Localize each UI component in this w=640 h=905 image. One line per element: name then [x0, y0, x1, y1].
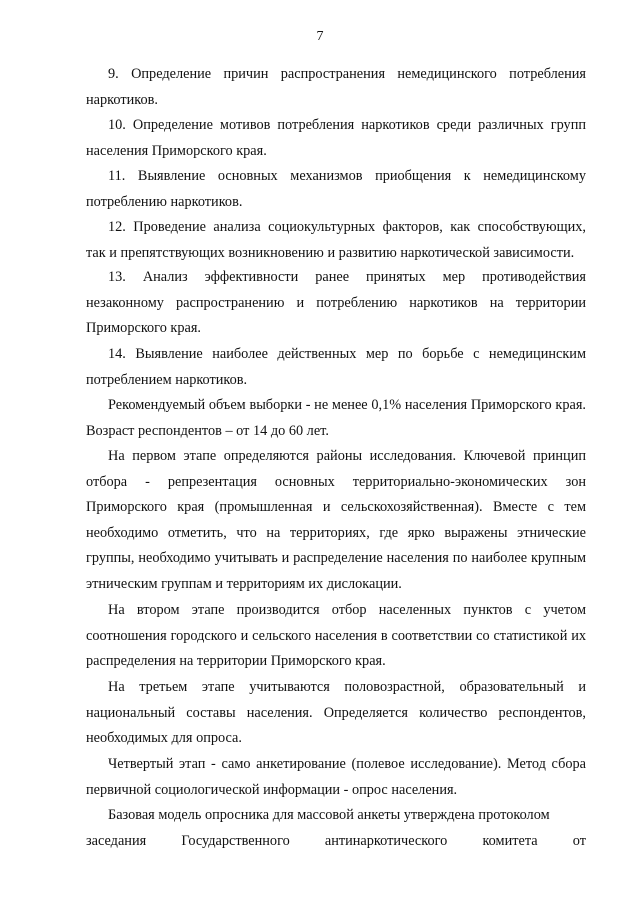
page-number: 7 — [316, 29, 324, 44]
paragraph-item-14: 14. Выявление наиболее действенных мер по борьбе с немедицинским потреблением наркотиков. — [86, 346, 586, 388]
paragraph-stage-two: На втором этапе производится отбор населенных пунктов с учетом соотношения городского и сельского населения в соответствии со статистикой их распределения на территории Приморского края. — [86, 602, 586, 670]
paragraph-base-model-continuation — [86, 829, 586, 855]
paragraph-item-13: 13. Анализ эффективности ранее принятых мер противодействия незаконному распространению и потреблению наркотиков на территории Приморского края. — [86, 269, 586, 337]
word: от — [572, 833, 586, 849]
paragraph-item-12: 12. Проведение анализа социокультурных факторов, как способствующих, так и препятствующих возникновению и развитию наркотической зависимости. — [86, 219, 586, 261]
word: антинаркотического — [324, 833, 448, 849]
paragraph-stage-one: На первом этапе определяются районы исследования. Ключевой принцип отбора - репрезентация основных территориально-экономических зон Приморского края (промышленная и сельскохозяйственная). Вместе с тем необходимо отметить, что на территориях, где ярко выражены этнические группы, необходимо учитывать и распределение населения по наиболее крупным этническим группам и территориям их дислокации. — [86, 448, 586, 592]
paragraph-item-9: 9. Определение причин распространения немедицинского потребления наркотиков. — [86, 66, 586, 108]
word: комитета — [482, 833, 538, 849]
paragraph-item-11: 11. Выявление основных механизмов приобщения к немедицинскому потреблению наркотиков. — [86, 168, 586, 210]
paragraph-stage-three: На третьем этапе учитываются половозрастной, образовательный и национальный составы населения. Определяется количество респондентов, необходимых для опроса. — [86, 679, 586, 747]
paragraph-item-10: 10. Определение мотивов потребления наркотиков среди различных групп населения Приморского края. — [86, 117, 586, 159]
paragraph-base-model: Базовая модель опросника для массовой анкеты утверждена протоколом — [108, 807, 550, 823]
word: Государственного — [181, 833, 290, 849]
word: заседания — [86, 833, 147, 849]
paragraph-sample-size: Рекомендуемый объем выборки - не менее 0,1% населения Приморского края. Возраст респондентов – от 14 до 60 лет. — [86, 397, 586, 439]
paragraph-stage-four: Четвертый этап - само анкетирование (полевое исследование). Метод сбора первичной социологической информации - опрос населения. — [86, 756, 586, 798]
